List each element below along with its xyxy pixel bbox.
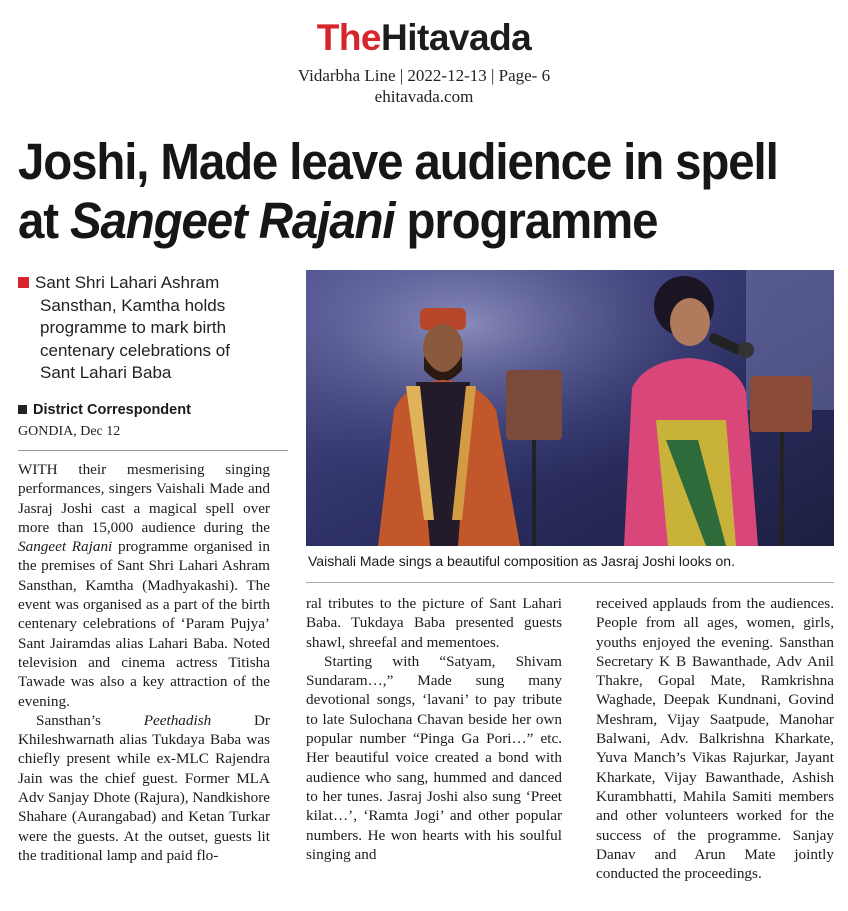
deck-line-5: Sant Lahari Baba [40,363,172,382]
dateline: GONDIA, Dec 12 [18,424,121,439]
singers-on-stage-image [306,270,834,546]
headline-italic: Sangeet Rajani [70,192,395,249]
paragraph: WITH their mesmerising singing performances, singers Vaishali Made and Jasraj Joshi cast a magical spell over more than 15,000 audience during the Sangeet Rajani programme organised in the premises of Sant Shri Lahari Ashram Sansthan, Kamtha (Madhyakashi). The event was organised as a part of the birth centenary celebrations of ‘Param Pujya’ Sant Jairamdas alias Lahari Baba. Noted television and cinema actress Titisha Tawade was also a key attraction of the evening. [18,461,270,710]
deck-line-4: centenary celebrations of [40,340,230,360]
deck-line-1: Sant Shri Lahari Ashram [35,273,220,292]
article-column-1 [18,460,270,865]
headline-line-1: Joshi, Made leave audience in spell [18,133,778,190]
paragraph: received applauds from the audiences. People from all ages, women, girls, youths enjoyed the evening. Sansthan Secretary K B Bawanthade, Adv Anil Thakre, Gopal Mate, Ramkrishna Waghade, Deepak Kundnani, Govind Meshram, Vijay Saatpude, Manohar Balwani, Adv. Balkrishna Kharkate, Yuva Manch’s Vikas Rajurkar, Jayant Kharkate, Vijay Bawanthade, Ashish Kurambhatti, Mahila Samiti members and other volunteers worked for the success of the programme. Sanjay Danav and Arun Mate jointly conducted the proceedings. [596,595,834,883]
square-bullet-icon [18,405,27,414]
edition-meta: Vidarbha Line | 2022-12-13 | Page- 6 [297,66,551,85]
paragraph: Starting with “Satyam, Shivam Sundaram…,” Made sung many devotional songs, ‘lavani’ to pay tribute to late Sulochana Chavan beside her own popular number “Pinga Ga Pori…” etc. Her beautiful voice created a bond with audience who sang, hummed and danced to her tunes. Jasraj Joshi also sung ‘Preet kilat…’, ‘Ramta Jogi’ and other popular numbers. He won hearts with his soulful singing and [306,652,562,863]
deck-line-2: Sansthan, Kamtha holds [40,295,226,315]
site-url: ehitavada.com [374,87,474,106]
deck-line-3: programme to mark birth [40,318,227,337]
article-column-3 [596,594,834,883]
masthead-name: Hitavada [381,17,532,58]
photo-caption: Vaishali Made sings a beautiful composition as Jasraj Joshi looks on. [308,553,735,569]
masthead-logo [0,18,848,58]
byline: District Correspondent [18,402,191,418]
masthead-the: The [316,17,382,58]
paragraph: Sansthan’s Peethadish Dr Khileshwarnath alias Tukdaya Baba was chiefly present while ex-MLC Rajendra Jain was the chief guest. Former MLA Adv Sanjay Dhote (Rajura), Nandkishore Shahare (Aurangabad) and Ketan Turkar were the guests. At the outset, guests lit the traditional lamp and paid flo- [18,711,270,864]
headline-line-2: at Sangeet Rajani programme [18,192,658,249]
deck [18,272,288,385]
divider [18,450,288,451]
paragraph: ral tributes to the picture of Sant Lahari Baba. Tukdaya Baba presented guests shawl, shreefal and mementoes. [306,595,562,651]
concert-photo [306,270,834,546]
article-column-2 [306,594,562,864]
caption-rule [306,582,834,583]
red-square-bullet-icon [18,277,29,288]
